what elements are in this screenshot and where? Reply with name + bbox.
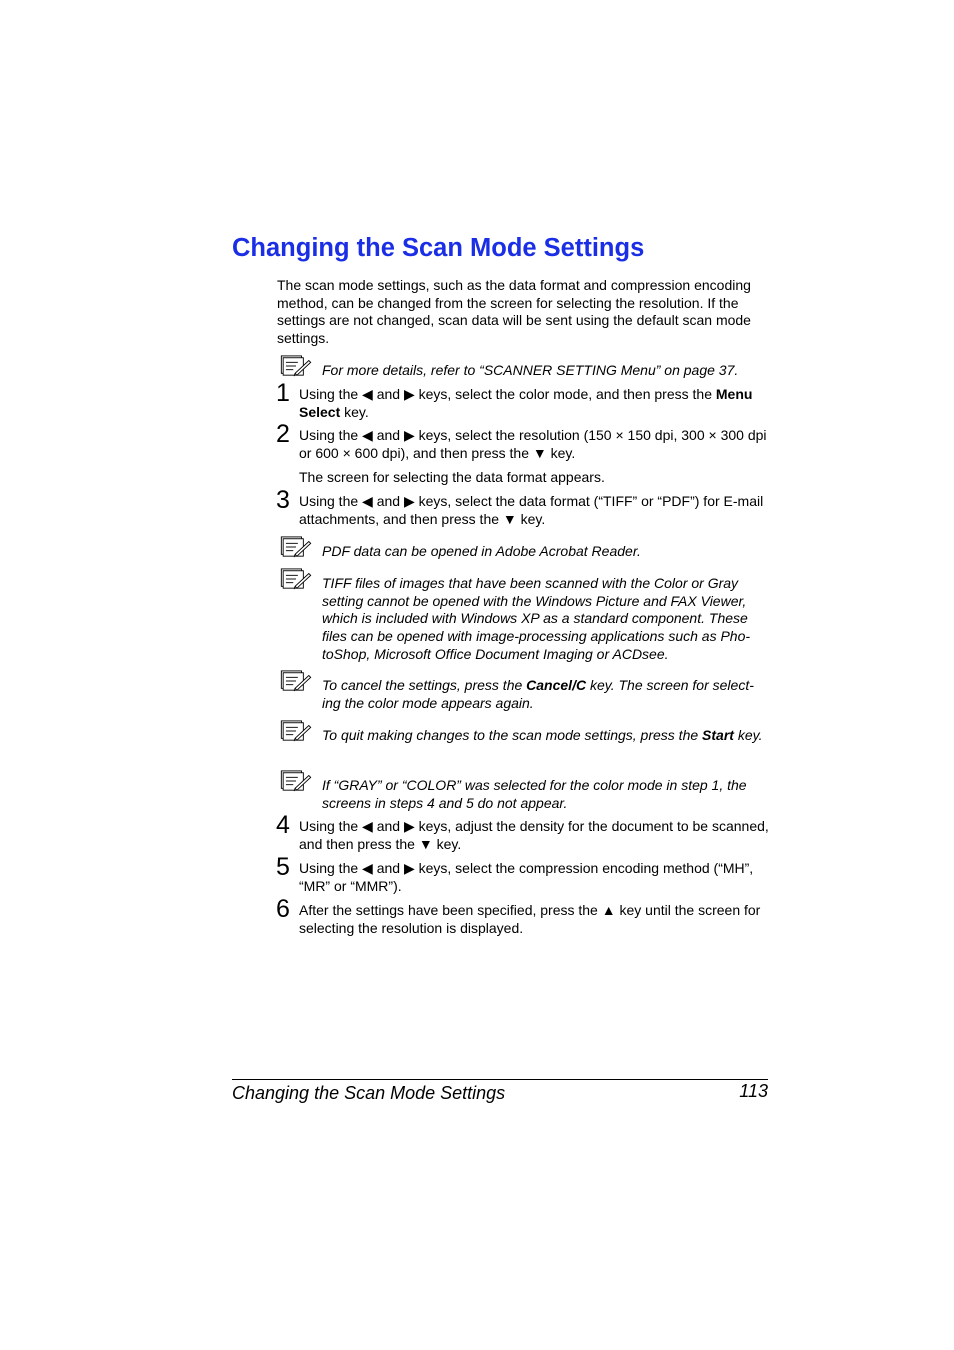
step-number-1: 1 xyxy=(276,379,290,407)
page-number: 113 xyxy=(739,1081,768,1101)
note-pencil-icon xyxy=(279,670,313,692)
step-5-text: Using the ◀ and ▶ keys, select the compression encoding method (“MH”, “MR” or “MMR”). xyxy=(299,860,754,894)
note-pencil-icon xyxy=(279,770,313,792)
note-pencil-icon xyxy=(279,568,313,590)
step-number-5: 5 xyxy=(276,853,290,881)
start-key: Start xyxy=(702,727,734,743)
step-1-text-end: key. xyxy=(340,403,369,420)
step-number-6: 6 xyxy=(276,895,290,923)
note-pencil-icon xyxy=(279,355,313,377)
note-gray-color: If “GRAY” or “COLOR” was selected for the color mode in step 1, the screens in steps 4 and 5 do not appear. xyxy=(322,777,747,811)
note-pdf-acrobat: PDF data can be opened in Adobe Acrobat Reader. xyxy=(322,543,641,559)
note-quit-text-start: To quit making changes to the scan mode settings, press the xyxy=(322,727,703,743)
menu-select-key: Menu Select xyxy=(299,386,753,420)
note-pencil-icon xyxy=(279,720,313,742)
step-4-text: Using the ◀ and ▶ keys, adjust the density for the document to be scanned, and then press the ▼ key. xyxy=(299,818,769,852)
footer-title: Changing the Scan Mode Settings xyxy=(232,1083,506,1103)
note-cancel-settings xyxy=(322,677,770,712)
page-title: Changing the Scan Mode Settings xyxy=(232,234,645,262)
step-2-result: The screen for selecting the data format appears. xyxy=(299,469,605,485)
cancel-c-key: Cancel/C xyxy=(526,677,587,693)
step-number-4: 4 xyxy=(276,811,290,839)
note-pencil-icon xyxy=(279,536,313,558)
note-scanner-menu: For more details, refer to “SCANNER SETTING Menu” on page 37. xyxy=(322,362,739,378)
step-1-text xyxy=(299,386,769,421)
intro-paragraph: The scan mode settings, such as the data format and compression encoding method, can be changed from the screen for selecting the resolution. If the settings are not changed, scan data will be sent using the default scan mode settings. xyxy=(277,277,751,347)
step-number-3: 3 xyxy=(276,486,290,514)
note-cancel-text-start: To cancel the settings, press the xyxy=(322,677,527,693)
step-6-text: After the settings have been specified, press the ▲ key until the screen for selecting the resolution is displayed. xyxy=(299,902,761,936)
note-quit-text-end: key. xyxy=(733,727,763,743)
step-number-2: 2 xyxy=(276,420,290,448)
note-quit-changes xyxy=(322,727,770,745)
note-tiff-viewer: TIFF files of images that have been scanned with the Color or Gray setting cannot be opened with the Windows Picture and FAX Viewer, which is included with Windows XP as a standard component. These files can be opened with image-processing applications such as Pho-toShop, Microsoft Office Document Imaging or ACDsee. xyxy=(322,575,751,662)
step-2-text: Using the ◀ and ▶ keys, select the resolution (150 × 150 dpi, 300 × 300 dpi or 600 × 600 dpi), and then press the ▼ key. xyxy=(299,427,767,461)
step-1-text-start: Using the ◀ and ▶ keys, select the color mode, and then press the xyxy=(299,386,716,402)
note-cancel-text-end: key. The screen for select-ing the color mode appears again. xyxy=(322,677,754,711)
step-3-text: Using the ◀ and ▶ keys, select the data format (“TIFF” or “PDF”) for E-mail attachments, and then press the ▼ key. xyxy=(299,493,764,527)
footer-rule xyxy=(232,1079,768,1080)
